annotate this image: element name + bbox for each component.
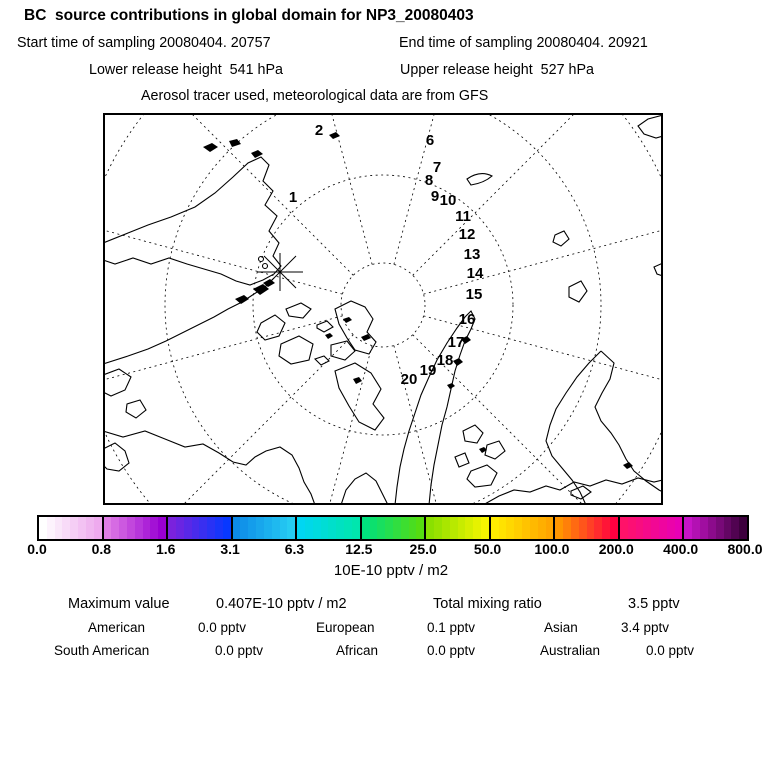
- trajectory-day-label: 19: [419, 362, 437, 379]
- colorbar-cell: [305, 517, 313, 539]
- colorbar-unit-label: 10E-10 pptv / m2: [333, 562, 449, 579]
- colorbar-cell: [620, 517, 628, 539]
- colorbar-cell: [481, 517, 489, 539]
- colorbar-tick-label: 6.3: [284, 541, 305, 557]
- colorbar-cell: [442, 517, 450, 539]
- colorbar-cell: [248, 517, 256, 539]
- colorbar-cell: [135, 517, 143, 539]
- colorbar-cell: [233, 517, 241, 539]
- trajectory-day-label: 7: [432, 159, 442, 176]
- colorbar-cell: [176, 517, 184, 539]
- colorbar-cell: [47, 517, 55, 539]
- total-mixing-label: Total mixing ratio: [433, 596, 542, 612]
- end-time-text: End time of sampling 20080404. 20921: [399, 35, 648, 51]
- colorbar-cell: [362, 517, 370, 539]
- colorbar-cell: [731, 517, 739, 539]
- colorbar-cell: [506, 517, 514, 539]
- colorbar-cell: [499, 517, 507, 539]
- map-frame: [104, 114, 662, 504]
- colorbar-cell: [199, 517, 207, 539]
- colorbar-cell: [555, 517, 563, 539]
- trajectory-day-label: 18: [436, 352, 454, 369]
- colorbar-cell: [70, 517, 78, 539]
- colorbar-cell: [636, 517, 644, 539]
- colorbar-tick-label: 800.0: [727, 541, 763, 557]
- colorbar-block: [424, 517, 489, 539]
- trajectory-day-label: 9: [430, 188, 440, 205]
- colorbar-cell: [207, 517, 215, 539]
- colorbar-cell: [78, 517, 86, 539]
- trajectory-day-label: 13: [463, 246, 481, 263]
- colorbar-cell: [111, 517, 119, 539]
- region-asian-label: Asian: [544, 620, 578, 635]
- colorbar-block: [618, 517, 683, 539]
- colorbar-cell: [692, 517, 700, 539]
- colorbar-cell: [465, 517, 473, 539]
- colorbar-cell: [215, 517, 223, 539]
- colorbar-cell: [104, 517, 112, 539]
- colorbar-cell: [643, 517, 651, 539]
- region-african-label: African: [336, 643, 379, 658]
- colorbar-cell: [602, 517, 610, 539]
- colorbar-cell: [434, 517, 442, 539]
- colorbar-cell: [377, 517, 385, 539]
- colorbar-cell: [336, 517, 344, 539]
- trajectory-day-label: 10: [439, 192, 457, 209]
- colorbar-cell: [514, 517, 522, 539]
- colorbar-cell: [667, 517, 675, 539]
- colorbar-cell: [39, 517, 47, 539]
- trajectory-day-label: 20: [400, 371, 418, 388]
- colorbar-cell: [352, 517, 360, 539]
- region-european-label: European: [316, 620, 375, 635]
- region-african-value: 0.0 pptv: [427, 643, 476, 658]
- colorbar-cell: [716, 517, 724, 539]
- colorbar-tick-label: 50.0: [473, 541, 502, 557]
- total-mixing-value: 3.5 pptv: [628, 596, 680, 612]
- colorbar-tick-label: 200.0: [598, 541, 634, 557]
- colorbar-cell: [628, 517, 636, 539]
- upper-release-text: Upper release height 527 hPa: [400, 62, 594, 78]
- colorbar-ticks: [27, 541, 763, 557]
- colorbar-cell: [344, 517, 352, 539]
- colorbar-cell: [119, 517, 127, 539]
- map-canvas: [103, 113, 663, 505]
- colorbar-block: [682, 517, 747, 539]
- colorbar-cell: [724, 517, 732, 539]
- colorbar-cell: [272, 517, 280, 539]
- trajectory-day-label: 12: [458, 226, 476, 243]
- colorbar-cell: [426, 517, 434, 539]
- colorbar-block: [360, 517, 425, 539]
- trajectory-day-label: 1: [288, 189, 298, 206]
- polar-map: [103, 113, 663, 505]
- colorbar-cell: [610, 517, 618, 539]
- colorbar-cell: [385, 517, 393, 539]
- colorbar-cell: [240, 517, 248, 539]
- colorbar-cell: [538, 517, 546, 539]
- colorbar-cell: [684, 517, 692, 539]
- maximum-label: Maximum value: [68, 596, 170, 612]
- colorbar-block: [489, 517, 554, 539]
- coastlines: [103, 115, 663, 505]
- region-australian-value: 0.0 pptv: [646, 643, 695, 658]
- tracer-note-text: Aerosol tracer used, meteorological data are from GFS: [141, 88, 489, 104]
- maximum-value: 0.407E-10 pptv / m2: [216, 596, 347, 612]
- colorbar-cell: [328, 517, 336, 539]
- colorbar-cell: [223, 517, 231, 539]
- trajectory-day-label: 8: [424, 172, 434, 189]
- page-title: BC source contributions in global domain for NP3_20080403: [24, 7, 474, 24]
- colorbar-cell: [522, 517, 530, 539]
- colorbar-cell: [579, 517, 587, 539]
- trajectory-day-label: 11: [455, 208, 471, 225]
- colorbar-cell: [143, 517, 151, 539]
- colorbar-cell: [416, 517, 424, 539]
- colorbar-cell: [450, 517, 458, 539]
- colorbar-cell: [94, 517, 102, 539]
- colorbar-cell: [700, 517, 708, 539]
- colorbar-cell: [256, 517, 264, 539]
- colorbar-cell: [55, 517, 63, 539]
- colorbar-cell: [370, 517, 378, 539]
- colorbar-cell: [62, 517, 70, 539]
- colorbar-cell: [86, 517, 94, 539]
- lower-release-text: Lower release height 541 hPa: [89, 62, 283, 78]
- region-american-value: 0.0 pptv: [198, 620, 247, 635]
- region-american-label: American: [88, 620, 146, 635]
- colorbar-cell: [127, 517, 135, 539]
- colorbar-tick-label: 0.8: [91, 541, 112, 557]
- colorbar-cell: [594, 517, 602, 539]
- colorbar-cell: [739, 517, 747, 539]
- trajectory-day-label: 16: [458, 311, 476, 328]
- colorbar-block: [39, 517, 102, 539]
- colorbar-cell: [546, 517, 554, 539]
- region-south-american-label: South American: [54, 643, 150, 658]
- colorbar-cell: [150, 517, 158, 539]
- colorbar-cell: [563, 517, 571, 539]
- colorbar-cell: [491, 517, 499, 539]
- colorbar-cell: [192, 517, 200, 539]
- colorbar-block: [553, 517, 618, 539]
- colorbar-cell: [313, 517, 321, 539]
- region-south-american-value: 0.0 pptv: [215, 643, 264, 658]
- colorbar-cell: [264, 517, 272, 539]
- region-european-value: 0.1 pptv: [427, 620, 476, 635]
- colorbar-cell: [287, 517, 295, 539]
- region-asian-value: 3.4 pptv: [621, 620, 670, 635]
- start-time-text: Start time of sampling 20080404. 20757: [17, 35, 271, 51]
- colorbar-cell: [401, 517, 409, 539]
- colorbar-cell: [297, 517, 305, 539]
- colorbar-cell: [708, 517, 716, 539]
- trajectory-day-label: 15: [465, 286, 483, 303]
- colorbar-cell: [168, 517, 176, 539]
- colorbar-cell: [393, 517, 401, 539]
- colorbar-cell: [158, 517, 166, 539]
- colorbar-tick-label: 3.1: [220, 541, 240, 557]
- colorbar: [37, 515, 749, 541]
- colorbar-cell: [280, 517, 288, 539]
- colorbar-tick-label: 0.0: [27, 541, 47, 557]
- colorbar-cell: [651, 517, 659, 539]
- colorbar-tick-label: 100.0: [534, 541, 570, 557]
- colorbar-cell: [458, 517, 466, 539]
- colorbar-cell: [409, 517, 417, 539]
- colorbar-block: [231, 517, 296, 539]
- colorbar-tick-label: 400.0: [663, 541, 699, 557]
- colorbar-cell: [571, 517, 579, 539]
- colorbar-cell: [184, 517, 192, 539]
- colorbar-tick-label: 25.0: [409, 541, 437, 557]
- colorbar-cell: [675, 517, 683, 539]
- trajectory-day-label: 14: [466, 265, 484, 282]
- colorbar-cell: [659, 517, 667, 539]
- colorbar-tick-label: 12.5: [345, 541, 373, 557]
- colorbar-tick-label: 1.6: [155, 541, 176, 557]
- colorbar-cell: [587, 517, 595, 539]
- trajectory-day-label: 6: [425, 132, 435, 149]
- trajectory-day-label: 2: [314, 122, 324, 139]
- colorbar-block: [102, 517, 167, 539]
- colorbar-cell: [473, 517, 481, 539]
- trajectory-day-label: 17: [447, 334, 465, 351]
- colorbar-block: [166, 517, 231, 539]
- colorbar-cell: [321, 517, 329, 539]
- colorbar-cell: [530, 517, 538, 539]
- region-australian-label: Australian: [540, 643, 601, 658]
- trajectory-layer: [289, 122, 484, 388]
- colorbar-block: [295, 517, 360, 539]
